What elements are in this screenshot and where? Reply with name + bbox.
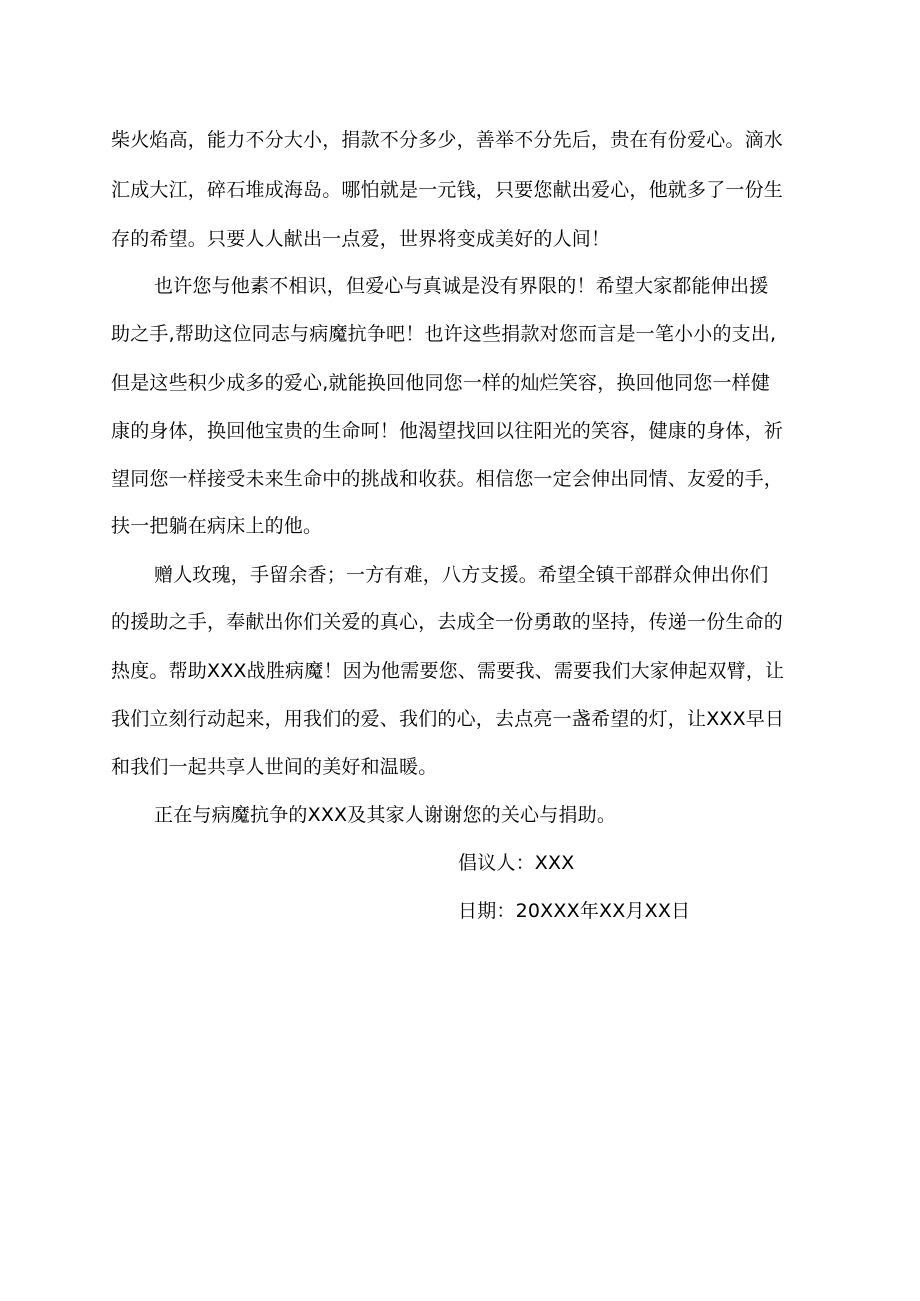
paragraph-2-line-3: 但是这些积少成多的爱心,就能换回他同您一样的灿烂笑容，换回他同您一样健 xyxy=(111,372,771,394)
paragraph-2-line-6: 扶一把躺在病床上的他。 xyxy=(111,515,323,537)
paragraph-4-line-1: 正在与病魔抗争的XXX及其家人谢谢您的关心与捐助。 xyxy=(154,804,617,826)
paragraph-2-line-5: 望同您一样接受未来生命中的挑战和收获。相信您一定会伸出同情、友爱的手， xyxy=(111,468,784,490)
proposer-line: 倡议人：XXX xyxy=(458,852,575,874)
paragraph-3-line-4: 我们立刻行动起来，用我们的爱、我们的心，去点亮一盏希望的灯，让XXX早日 xyxy=(111,708,785,730)
paragraph-1-line-1: 柴火焰高，能力不分大小，捐款不分多少，善举不分先后，贵在有份爱心。滴水 xyxy=(111,129,784,151)
paragraph-3-line-1: 赠人玫瑰，手留余香；一方有难，八方支援。希望全镇干部群众伸出你们 xyxy=(154,564,769,586)
date-line: 日期：20XXX年XX月XX日 xyxy=(458,900,691,922)
paragraph-1-line-2: 汇成大江，碎石堆成海岛。哪怕就是一元钱，只要您献出爱心，他就多了一份生 xyxy=(111,179,784,201)
paragraph-1-line-3: 存的希望。只要人人献出一点爱，世界将变成美好的人间！ xyxy=(111,228,611,250)
paragraph-3-line-2: 的援助之手，奉献出你们关爱的真心，去成全一份勇敢的坚持，传递一份生命的 xyxy=(111,611,784,633)
paragraph-2-line-2: 助之手,帮助这位同志与病魔抗争吧！也许这些捐款对您而言是一笔小小的支出, xyxy=(111,323,777,345)
paragraph-3-line-5: 和我们一起共享人世间的美好和温暖。 xyxy=(111,756,438,778)
paragraph-3-line-3: 热度。帮助XXX战胜病魔！因为他需要您、需要我、需要我们大家伸起双臂，让 xyxy=(111,660,785,682)
paragraph-2-line-4: 康的身体，换回他宝贵的生命呵！他渴望找回以往阳光的笑容，健康的身体，祈 xyxy=(111,420,784,442)
paragraph-2-line-1: 也许您与他素不相识，但爱心与真诚是没有界限的！希望大家都能伸出援 xyxy=(154,275,769,297)
